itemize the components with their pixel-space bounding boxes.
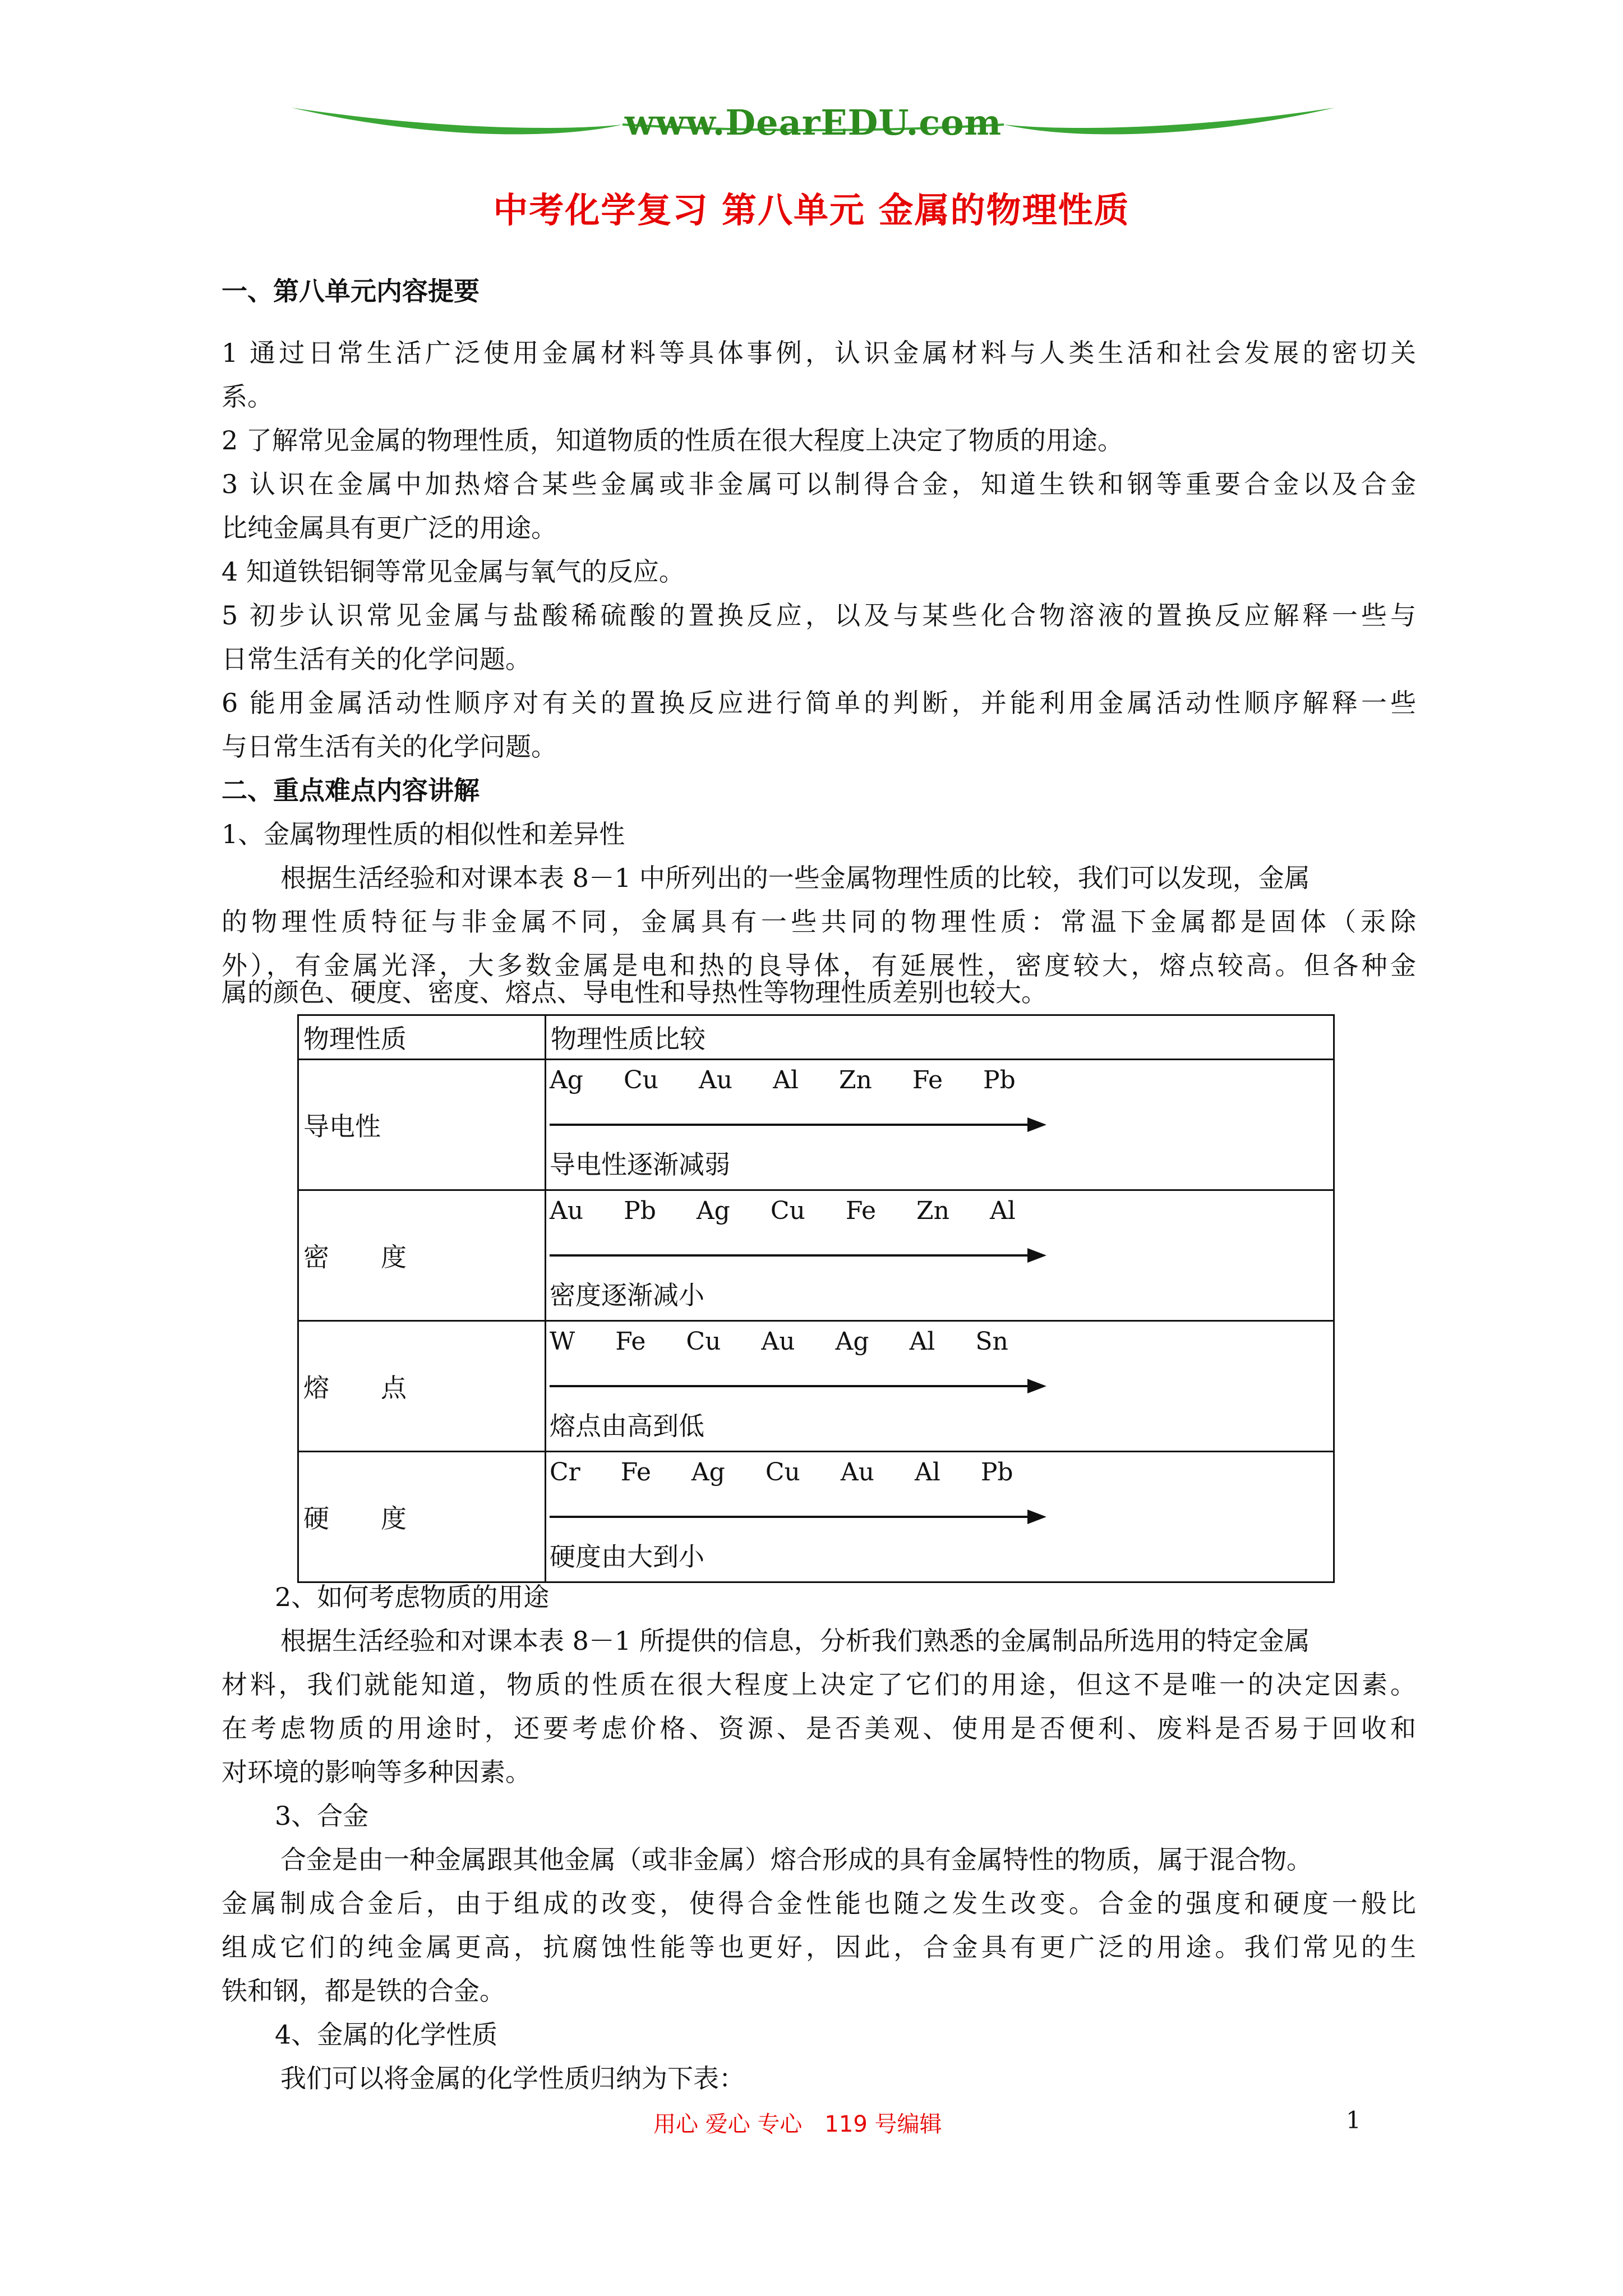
- section1-item3-line2: 比纯金属具有更广泛的用途。: [222, 513, 557, 543]
- section1-item1-line2: 系。: [222, 381, 273, 412]
- comparison-note: 导电性逐渐减弱: [550, 1149, 730, 1180]
- table-row: [298, 1452, 1334, 1582]
- footer-editor-note: 用心 爱心 专心 119 号编辑: [653, 2111, 942, 2137]
- metal-sequence: [550, 1458, 1054, 1487]
- metal-sequence: [550, 1197, 1056, 1225]
- metal-sequence: [550, 1066, 1056, 1094]
- metal-sequence: [550, 1327, 1049, 1356]
- page-title: 中考化学复习 第八单元 金属的物理性质: [493, 190, 1130, 231]
- metal-symbol: Au: [550, 1197, 584, 1225]
- section1-item6-line1: 6 能用金属活动性顺序对有关的置换反应进行简单的判断，并能利用金属活动性顺序解释一些: [222, 688, 1416, 718]
- sub1-paragraph-line3: 外），有金属光泽，大多数金属是电和热的良导体，有延展性，密度较大，熔点较高。但各种金: [222, 950, 1416, 981]
- table-header-row: [298, 1015, 1334, 1060]
- right-arrow-icon: [550, 1116, 1049, 1133]
- metal-symbol: Ag: [835, 1327, 869, 1356]
- metal-symbol: Fe: [912, 1066, 943, 1094]
- comparison-note: 熔点由高到低: [550, 1411, 704, 1441]
- sub1-heading: 1、金属物理性质的相似性和差异性: [222, 819, 625, 849]
- metal-symbol: Al: [909, 1327, 935, 1356]
- section1-heading: 一、第八单元内容提要: [222, 276, 479, 306]
- metal-symbol: Al: [914, 1458, 940, 1487]
- comparison-cell-density: [546, 1191, 1333, 1320]
- row-property-melting-point: 熔 点: [298, 1321, 546, 1452]
- metal-symbol: Au: [761, 1327, 795, 1356]
- comparison-cell-melting-point: [546, 1322, 1333, 1451]
- section1-item5-line2: 日常生活有关的化学问题。: [222, 644, 531, 674]
- metal-symbol: Pb: [983, 1066, 1016, 1094]
- metal-symbol: Pb: [624, 1197, 656, 1225]
- comparison-cell-conductivity: [546, 1060, 1333, 1189]
- sub4-paragraph-line1: 我们可以将金属的化学性质归纳为下表：: [280, 2063, 745, 2093]
- comparison-note: 密度逐渐减小: [550, 1280, 704, 1310]
- metal-symbol: Ag: [550, 1066, 583, 1094]
- section1-item4: 4 知道铁铝铜等常见金属与氧气的反应。: [222, 556, 685, 587]
- section1-item2: 2 了解常见金属的物理性质，知道物质的性质在很大程度上决定了物质的用途。: [222, 425, 1123, 455]
- section2-heading: 二、重点难点内容讲解: [222, 775, 479, 806]
- section1-item1-line1: 1 通过日常生活广泛使用金属材料等具体事例，认识金属材料与人类生活和社会发展的密切关: [222, 338, 1416, 368]
- sub3-paragraph-line2: 金属制成合金后，由于组成的改变，使得合金性能也随之发生改变。合金的强度和硬度一般比: [222, 1888, 1416, 1918]
- table-header-comparison: 物理性质比较: [546, 1015, 1334, 1060]
- section1-item3-line1: 3 认识在金属中加热熔合某些金属或非金属可以制得合金，知道生铁和钢等重要合金以及合金: [222, 469, 1416, 499]
- site-logo-text: www.DearEDU.com: [624, 102, 1002, 143]
- row-property-hardness: 硬 度: [298, 1452, 546, 1582]
- metal-symbol: Zn: [916, 1197, 949, 1225]
- table-row: [298, 1190, 1334, 1321]
- sub1-paragraph-line1: 根据生活经验和对课本表 8－1 中所列出的一些金属物理性质的比较，我们可以发现，金属: [280, 863, 1310, 893]
- sub3-paragraph-line1: 合金是由一种金属跟其他金属（或非金属）熔合形成的具有金属特性的物质，属于混合物。: [280, 1844, 1312, 1875]
- right-arrow-icon: [550, 1508, 1049, 1525]
- table-row: [298, 1321, 1334, 1452]
- metal-symbol: Ag: [696, 1197, 730, 1225]
- comparison-note: 硬度由大到小: [550, 1542, 704, 1572]
- metal-symbol: Au: [698, 1066, 733, 1094]
- page-number: 1: [1346, 2106, 1361, 2134]
- sub2-paragraph-line1: 根据生活经验和对课本表 8－1 所提供的信息，分析我们熟悉的金属制品所选用的特定金属: [280, 1626, 1310, 1656]
- sub2-paragraph-line3: 在考虑物质的用途时，还要考虑价格、资源、是否美观、使用是否便利、废料是否易于回收和: [222, 1713, 1416, 1743]
- table-row: [298, 1060, 1334, 1190]
- metal-symbol: Fe: [620, 1458, 651, 1487]
- metal-symbol: Al: [989, 1197, 1016, 1225]
- metal-symbol: Zn: [838, 1066, 872, 1094]
- metal-symbol: Sn: [975, 1327, 1008, 1356]
- metal-symbol: Cr: [550, 1458, 580, 1487]
- metal-symbol: Ag: [691, 1458, 725, 1487]
- sub3-heading: 3、合金: [275, 1801, 369, 1831]
- sub2-paragraph-line4: 对环境的影响等多种因素。: [222, 1757, 531, 1787]
- metal-symbol: Cu: [686, 1327, 721, 1356]
- section1-item5-line1: 5 初步认识常见金属与盐酸稀硫酸的置换反应，以及与某些化合物溶液的置换反应解释一些与: [222, 600, 1416, 631]
- sub1-paragraph-line2: 的物理性质特征与非金属不同，金属具有一些共同的物理性质：常温下金属都是固体（汞除: [222, 907, 1416, 937]
- metal-properties-table: [297, 1014, 1335, 1583]
- row-property-conductivity: 导电性: [298, 1060, 546, 1190]
- metal-symbol: Cu: [623, 1066, 658, 1094]
- sub2-heading: 2、如何考虑物质的用途: [275, 1582, 550, 1612]
- right-arrow-icon: [550, 1247, 1049, 1264]
- metal-symbol: Fe: [615, 1327, 646, 1356]
- metal-symbol: Au: [840, 1458, 874, 1487]
- metal-symbol: W: [550, 1327, 575, 1356]
- metal-symbol: Al: [773, 1066, 799, 1094]
- sub3-paragraph-line4: 铁和钢，都是铁的合金。: [222, 1976, 505, 2006]
- sub3-paragraph-line3: 组成它们的纯金属更高，抗腐蚀性能等也更好，因此，合金具有更广泛的用途。我们常见的生: [222, 1932, 1416, 1962]
- sub2-paragraph-line2: 材料，我们就能知道，物质的性质在很大程度上决定了它们的用途，但这不是唯一的决定因素。: [222, 1669, 1416, 1700]
- right-arrow-icon: [550, 1378, 1049, 1395]
- sub1-paragraph-line4: 属的颜色、硬度、密度、熔点、导电性和导热性等物理性质差别也较大。: [222, 977, 1047, 1007]
- metal-symbol: Cu: [765, 1458, 800, 1487]
- comparison-cell-hardness: [546, 1452, 1333, 1581]
- metal-symbol: Pb: [980, 1458, 1013, 1487]
- metal-symbol: Fe: [845, 1197, 877, 1225]
- row-property-density: 密 度: [298, 1190, 546, 1321]
- section1-item6-line2: 与日常生活有关的化学问题。: [222, 731, 557, 762]
- sub4-heading: 4、金属的化学性质: [275, 2019, 498, 2050]
- header-banner: [292, 95, 1335, 157]
- metal-symbol: Cu: [770, 1197, 805, 1225]
- table-header-property: 物理性质: [298, 1015, 546, 1060]
